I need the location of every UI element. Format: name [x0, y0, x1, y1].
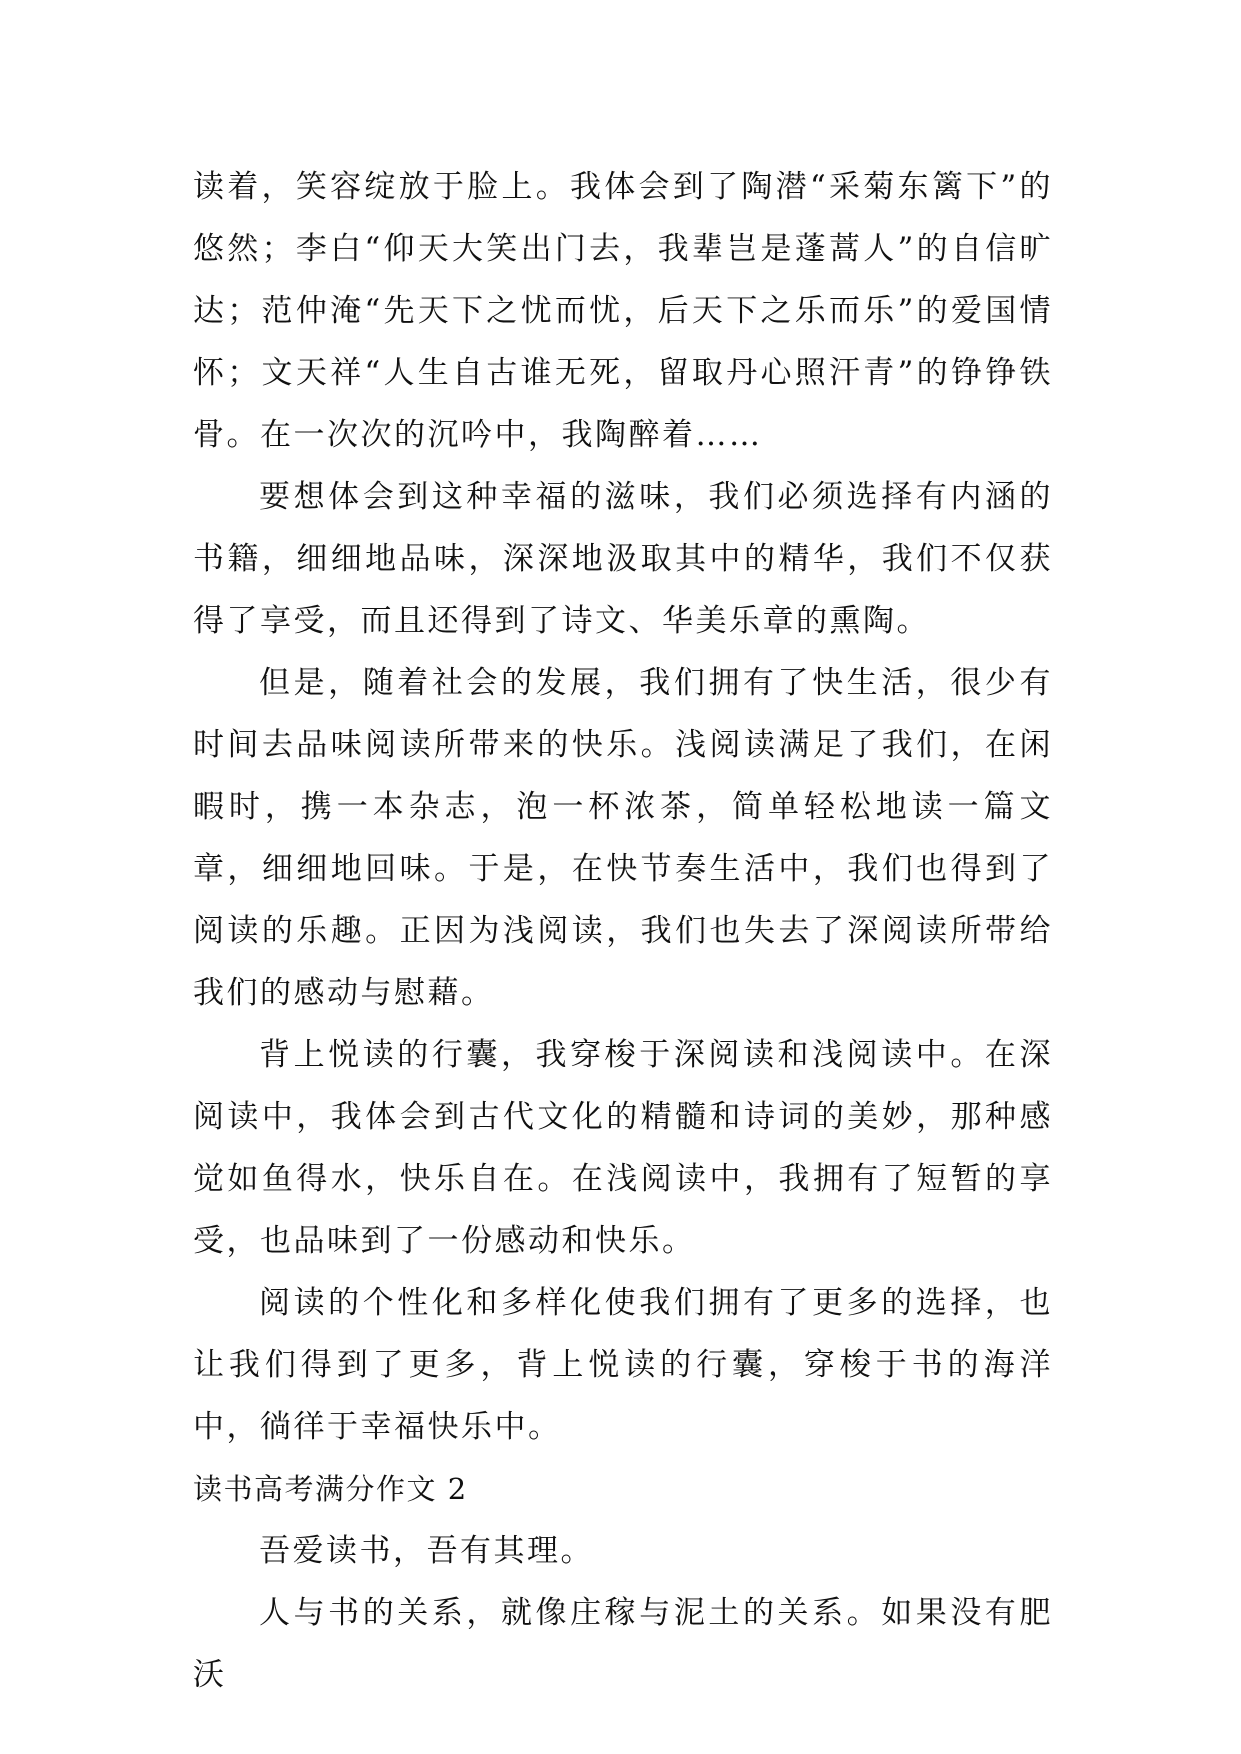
paragraph: 吾爱读书，吾有其理。	[259, 1533, 594, 1569]
essay-body	[193, 156, 1053, 1706]
paragraph: 但是，随着社会的发展，我们拥有了快生活，很少有时间去品味阅读所带来的快乐。浅阅读满足了我们，在闲暇时，携一本杂志，泡一杯浓茶，简单轻松地读一篇文章，细细地回味。于是，在快节奏生活中，我们也得到了阅读的乐趣。正因为浅阅读，我们也失去了深阅读所带给我们的感动与慰藉。	[193, 665, 1053, 1011]
paragraph: 人与书的关系，就像庄稼与泥土的关系。如果没有肥沃	[193, 1595, 1053, 1693]
paragraph: 背上悦读的行囊，我穿梭于深阅读和浅阅读中。在深阅读中，我体会到古代文化的精髓和诗词的美妙，那种感觉如鱼得水，快乐自在。在浅阅读中，我拥有了短暂的享受，也品味到了一份感动和快乐。	[193, 1037, 1053, 1259]
paragraph: 读着，笑容绽放于脸上。我体会到了陶潜“采菊东篱下”的悠然；李白“仰天大笑出门去，我辈岂是蓬蒿人”的自信旷达；范仲淹“先天下之忧而忧，后天下之乐而乐”的爱国情怀；文天祥“人生自古谁无死，留取丹心照汗青”的铮铮铁骨。在一次次的沉吟中，我陶醉着……	[193, 169, 1053, 453]
paragraph: 阅读的个性化和多样化使我们拥有了更多的选择，也让我们得到了更多，背上悦读的行囊，穿梭于书的海洋中，徜徉于幸福快乐中。	[193, 1285, 1053, 1445]
paragraph: 要想体会到这种幸福的滋味，我们必须选择有内涵的书籍，细细地品味，深深地汲取其中的精华，我们不仅获得了享受，而且还得到了诗文、华美乐章的熏陶。	[193, 479, 1053, 639]
essay-heading: 读书高考满分作文 2	[193, 1472, 468, 1506]
